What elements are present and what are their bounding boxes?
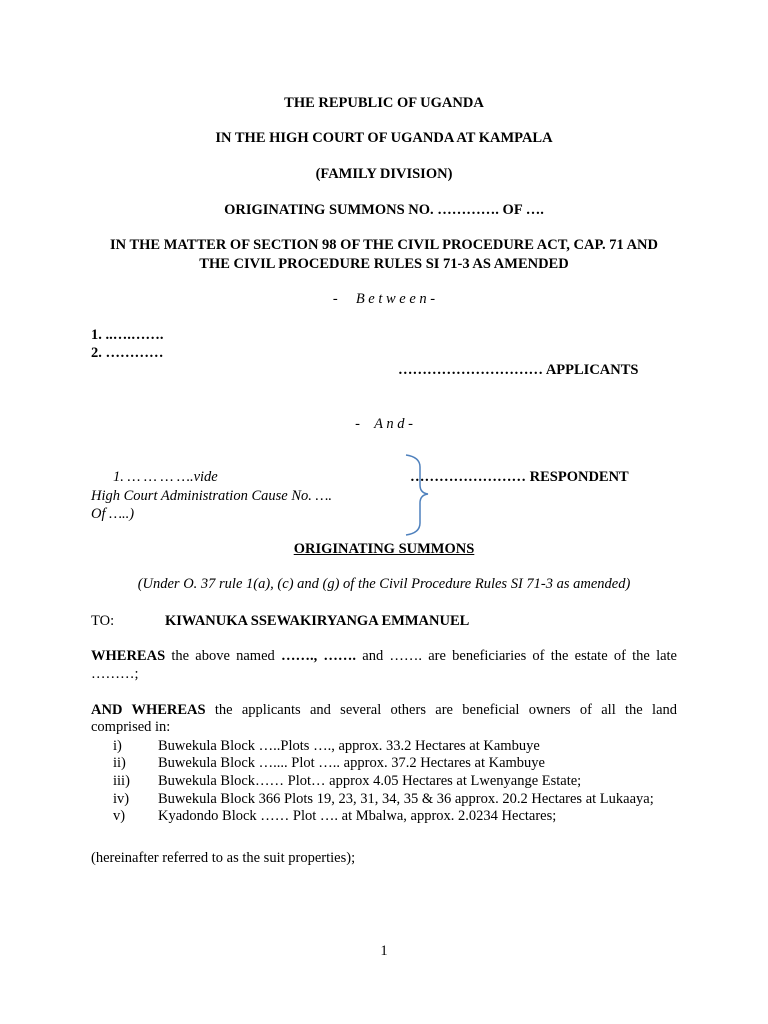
page-number: 1 — [380, 943, 388, 959]
and-whereas-line-2: comprised in: — [91, 719, 171, 735]
land-item-number: iv) — [113, 791, 130, 807]
and-label: - A n d - — [355, 416, 413, 432]
whereas-text-2: and ……. are beneficiaries of the estate of the late — [356, 648, 677, 664]
respondent-label: …………………… RESPONDENT — [410, 469, 629, 485]
whereas-text-1: the above named — [165, 648, 281, 664]
land-item-number: i) — [113, 738, 122, 754]
and-whereas-text: the applicants and several others are beneficial owners of all the land — [205, 702, 677, 718]
land-item-text: Buwekula Block 366 Plots 19, 23, 31, 34, 35 & 36 approx. 20.2 Hectares at Lukaaya; — [158, 791, 654, 807]
division-heading: (FAMILY DIVISION) — [315, 166, 453, 182]
applicant-2: 2. ………… — [91, 345, 164, 361]
addressee-name: KIWANUKA SSEWAKIRYANGA EMMANUEL — [165, 613, 470, 629]
land-item-number: ii) — [113, 755, 126, 771]
land-item-number: iii) — [113, 773, 130, 789]
between-label: - B e t w e e n - — [332, 291, 436, 307]
respondent-cause-line: High Court Administration Cause No. …. — [91, 488, 333, 504]
respondent-of-line: Of …..) — [91, 506, 135, 522]
republic-heading: THE REPUBLIC OF UGANDA — [284, 95, 484, 111]
order-reference: (Under O. 37 rule 1(a), (c) and (g) of the Civil Procedure Rules SI 71-3 as amended) — [137, 576, 631, 592]
land-item-number: v) — [113, 808, 126, 824]
respondent-1: 1. … … … ….vide — [113, 469, 218, 485]
applicants-label: ………………………… APPLICANTS — [398, 362, 639, 378]
originating-summons-title: ORIGINATING SUMMONS — [293, 541, 475, 557]
and-whereas-keyword: AND WHEREAS — [91, 702, 206, 718]
whereas-names: ……., ……. — [280, 648, 357, 664]
whereas-line-2: ………; — [91, 666, 139, 682]
applicant-1: 1. ..….……. — [91, 327, 164, 343]
land-item-text: Kyadondo Block …… Plot …. at Mbalwa, approx. 2.0234 Hectares; — [158, 808, 557, 824]
land-item-text: Buwekula Block …..Plots …., approx. 33.2 Hectares at Kambuye — [158, 738, 540, 754]
matter-line-1: IN THE MATTER OF SECTION 98 OF THE CIVIL PROCEDURE ACT, CAP. 71 AND — [110, 237, 658, 253]
to-label: TO: — [91, 613, 115, 629]
whereas-paragraph — [91, 648, 677, 682]
hereinafter-line: (hereinafter referred to as the suit properties); — [91, 850, 356, 866]
court-heading: IN THE HIGH COURT OF UGANDA AT KAMPALA — [215, 130, 553, 146]
matter-line-2: THE CIVIL PROCEDURE RULES SI 71-3 AS AMENDED — [199, 256, 569, 272]
whereas-keyword: WHEREAS — [91, 648, 166, 664]
land-item-text: Buwekula Block…… Plot… approx 4.05 Hectares at Lwenyange Estate; — [158, 773, 582, 789]
land-item-text: Buwekula Block ….... Plot ….. approx. 37.2 Hectares at Kambuye — [158, 755, 545, 771]
and-whereas-paragraph — [91, 702, 677, 736]
curly-bracket-icon — [400, 453, 436, 537]
summons-number: ORIGINATING SUMMONS NO. …………. OF …. — [224, 202, 544, 218]
